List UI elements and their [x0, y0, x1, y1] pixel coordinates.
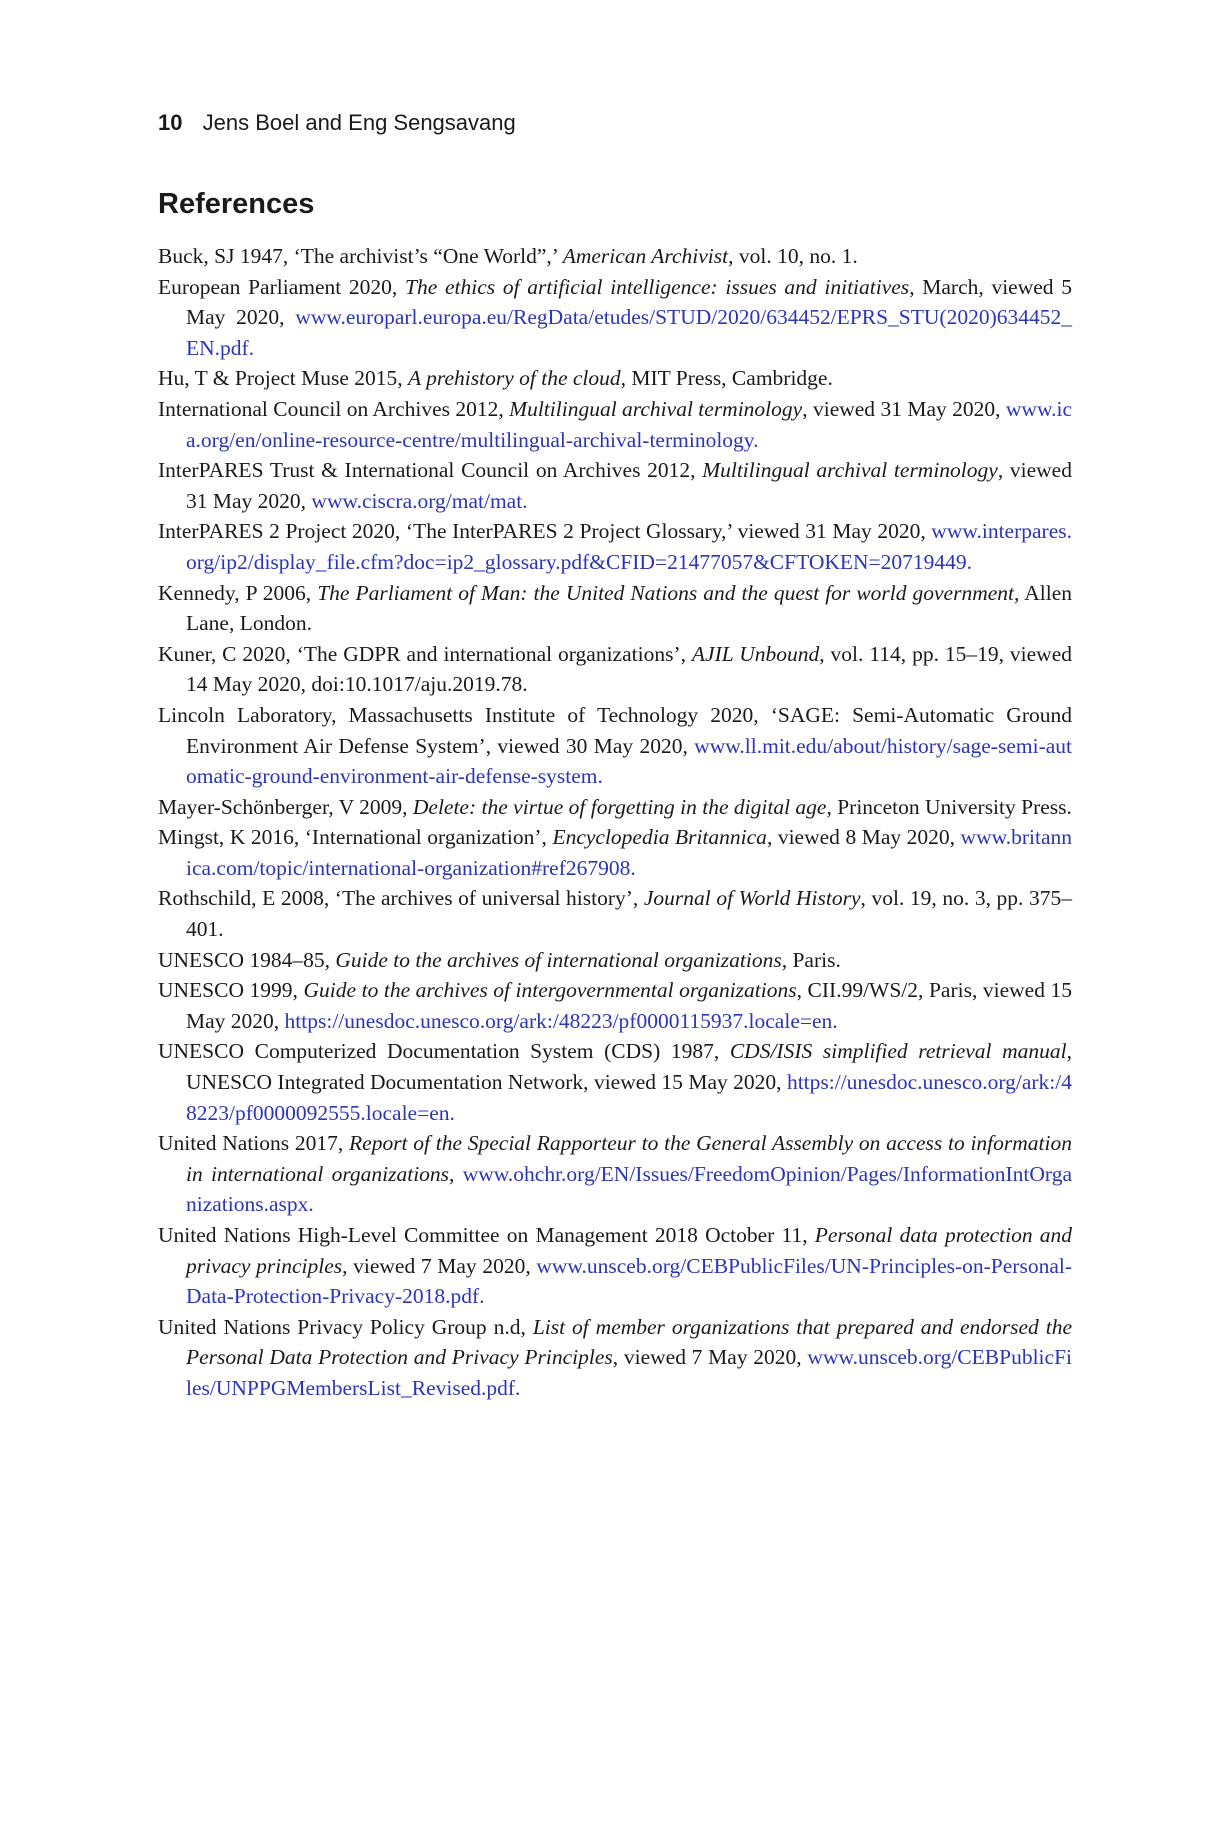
reference-text: International Council on Archives 2012, — [158, 396, 510, 421]
reference-title: Report of the Special Rapporteur to the General Assembly on access to information in international organizations — [186, 1131, 1072, 1186]
reference-link[interactable]: www.interpares.org/ip2/display_file.cfm?doc=ip2_glossary.pdf&CFID=21477057&CFTOKEN=20719449. — [186, 519, 1072, 574]
reference-link[interactable]: www.ll.mit.edu/about/history/sage-semi-automatic-ground-environment-air-defense-system. — [186, 733, 1072, 789]
reference-text: Kuner, C 2020, ‘The GDPR and international organizations’, — [158, 641, 692, 666]
reference-item — [158, 945, 1072, 976]
reference-text: , vol. 10, no. 1. — [728, 244, 858, 268]
reference-item — [158, 822, 1072, 883]
page-number: 10 — [158, 110, 183, 135]
reference-title: Multilingual archival terminology — [509, 396, 803, 421]
reference-text: , Princeton University Press. — [826, 794, 1072, 819]
reference-text: , viewed 7 May 2020, — [612, 1345, 808, 1370]
reference-link[interactable]: www.ica.org/en/online-resource-centre/multilingual-archival-terminology. — [186, 396, 1072, 452]
reference-text: , CII.99/WS/2, Paris, viewed 15 May 2020, — [186, 978, 1073, 1033]
section-title: References — [158, 188, 315, 220]
reference-link[interactable]: https://unesdoc.unesco.org/ark:/48223/pf0000115937.locale=en. — [284, 1008, 838, 1033]
reference-text: , viewed 31 May 2020, — [802, 396, 1006, 421]
reference-link[interactable]: www.ciscra.org/mat/mat. — [311, 488, 528, 513]
reference-text: Hu, T & Project Muse 2015, — [158, 366, 409, 391]
reference-item — [158, 241, 1072, 272]
reference-list — [158, 241, 1072, 1404]
reference-item — [158, 792, 1072, 823]
reference-item — [158, 272, 1072, 364]
reference-text: Buck, SJ 1947, ‘The archivist’s “One World”,’ — [158, 244, 563, 268]
reference-title: A prehistory of the cloud — [408, 366, 621, 391]
reference-item — [158, 394, 1072, 455]
reference-text: European Parliament 2020, — [158, 274, 406, 299]
reference-text: , Allen Lane, London. — [186, 580, 1072, 636]
reference-title: Delete: the virtue of forgetting in the digital age — [412, 794, 827, 819]
reference-text: Rothschild, E 2008, ‘The archives of universal history’, — [158, 886, 644, 911]
reference-text: , UNESCO Integrated Documentation Network, viewed 15 May 2020, — [186, 1039, 1072, 1095]
reference-text: , vol. 19, no. 3, pp. 375–401. — [186, 886, 1072, 942]
reference-text: UNESCO Computerized Documentation System (CDS) 1987, — [158, 1039, 730, 1064]
reference-item — [158, 1128, 1072, 1220]
reference-item — [158, 1220, 1072, 1312]
reference-title: American Archivist — [562, 244, 729, 268]
reference-title: Personal data protection and privacy principles — [186, 1223, 1072, 1278]
reference-link[interactable]: https://unesdoc.unesco.org/ark:/48223/pf0000092555.locale=en. — [186, 1070, 1072, 1125]
reference-title: Encyclopedia Britannica — [552, 825, 767, 850]
reference-text: , — [449, 1161, 463, 1186]
reference-item — [158, 700, 1072, 792]
reference-text: , March, viewed 5 May 2020, — [186, 274, 1072, 330]
reference-text: , viewed 31 May 2020, — [186, 458, 1072, 513]
running-head-authors: Jens Boel and Eng Sengsavang — [202, 110, 516, 135]
running-head — [158, 110, 516, 136]
reference-item — [158, 1312, 1072, 1404]
reference-link[interactable]: www.unsceb.org/CEBPublicFiles/UN-Principles-on-Personal-Data-Protection-Privacy-2018.pdf. — [186, 1253, 1072, 1309]
reference-link[interactable]: www.britannica.com/topic/international-organization#ref267908. — [186, 825, 1073, 880]
reference-item — [158, 639, 1072, 700]
reference-link[interactable]: www.ohchr.org/EN/Issues/FreedomOpinion/Pages/InformationIntOrganizations.aspx. — [186, 1161, 1072, 1217]
reference-item — [158, 516, 1072, 577]
reference-text: , viewed 7 May 2020, — [342, 1253, 537, 1278]
reference-link[interactable]: www.unsceb.org/CEBPublicFiles/UNPPGMembersList_Revised.pdf. — [186, 1345, 1072, 1400]
reference-text: InterPARES 2 Project 2020, ‘The InterPARES 2 Project Glossary,’ viewed 31 May 2020, — [158, 519, 932, 544]
reference-title: AJIL Unbound — [691, 641, 820, 666]
reference-title: Multilingual archival terminology — [702, 458, 998, 483]
reference-text: Lincoln Laboratory, Massachusetts Institute of Technology 2020, ‘SAGE: Semi-Automatic Ground Environment Air Defense System’, viewed 30 May 2020, — [158, 702, 1072, 758]
reference-title: Journal of World History — [643, 886, 861, 911]
reference-text: UNESCO 1984–85, — [158, 947, 336, 972]
reference-text: Kennedy, P 2006, — [158, 580, 318, 605]
reference-item — [158, 975, 1072, 1036]
reference-item — [158, 883, 1072, 944]
reference-title: Guide to the archives of intergovernmental organizations — [303, 978, 797, 1003]
reference-item — [158, 363, 1072, 394]
reference-title: List of member organizations that prepared and endorsed the Personal Data Protection and Privacy Principles — [186, 1314, 1072, 1370]
reference-link[interactable]: www.europarl.europa.eu/RegData/etudes/STUD/2020/634452/EPRS_STU(2020)634452_EN.pdf. — [186, 305, 1072, 360]
reference-item — [158, 578, 1072, 639]
reference-title: Guide to the archives of international organizations — [335, 947, 782, 972]
reference-text: , MIT Press, Cambridge. — [620, 366, 833, 391]
reference-text: , Paris. — [781, 947, 841, 972]
reference-title: The ethics of artificial intelligence: issues and initiatives — [405, 274, 910, 299]
reference-item — [158, 455, 1072, 516]
reference-text: United Nations High-Level Committee on Management 2018 October 11, — [158, 1223, 815, 1247]
reference-text: , vol. 114, pp. 15–19, viewed 14 May 2020, doi:10.1017/aju.2019.78. — [186, 641, 1072, 697]
reference-title: CDS/ISIS simplified retrieval manual — [729, 1039, 1067, 1064]
reference-title: The Parliament of Man: the United Nations and the quest for world government — [317, 580, 1015, 605]
reference-text: Mayer-Schönberger, V 2009, — [158, 794, 413, 819]
reference-text: InterPARES Trust & International Council on Archives 2012, — [158, 458, 703, 483]
reference-text: UNESCO 1999, — [158, 978, 304, 1003]
reference-item — [158, 1036, 1072, 1128]
reference-text: , viewed 8 May 2020, — [766, 825, 961, 850]
reference-text: United Nations Privacy Policy Group n.d, — [158, 1314, 533, 1339]
reference-text: United Nations 2017, — [158, 1131, 350, 1156]
reference-text: Mingst, K 2016, ‘International organization’, — [158, 825, 553, 850]
